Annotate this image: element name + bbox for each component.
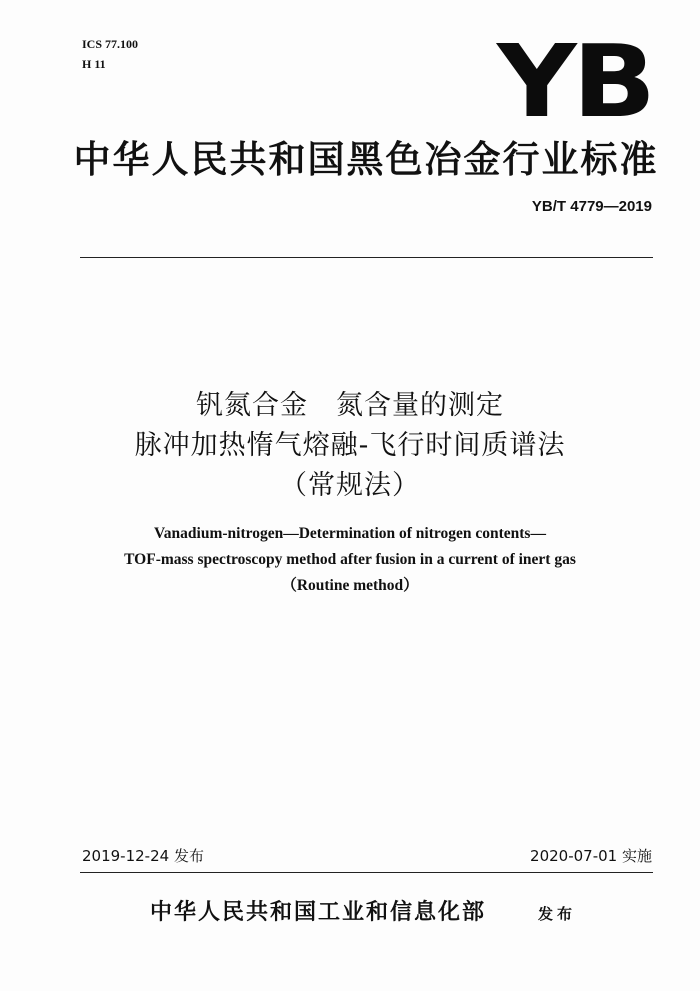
chinese-title-line-3: （常规法） bbox=[280, 470, 420, 501]
top-divider bbox=[80, 257, 653, 258]
standard-number: YB/T 4779—2019 bbox=[531, 198, 652, 215]
english-title-line-1: Vanadium-nitrogen—Determination of nitrogen contents— bbox=[154, 525, 546, 542]
issue-date: 2019-12-24 发布 bbox=[82, 847, 204, 865]
issuing-authority: 中华人民共和国工业和信息化部 bbox=[150, 899, 487, 925]
yb-logo: YB bbox=[497, 23, 652, 140]
chinese-title-line-1: 钒氮合金 氮含量的测定 bbox=[196, 390, 504, 421]
ccs-code: H 11 bbox=[82, 57, 106, 71]
bottom-divider bbox=[80, 872, 653, 873]
standard-category-title: 中华人民共和国黑色冶金行业标准 bbox=[73, 138, 659, 181]
ics-code: ICS 77.100 bbox=[82, 37, 139, 51]
issuing-authority-suffix: 发布 bbox=[538, 905, 577, 923]
english-title-line-2: TOF-mass spectroscopy method after fusion in a current of inert gas bbox=[124, 551, 576, 568]
implementation-date: 2020-07-01 实施 bbox=[530, 847, 652, 865]
english-title-line-3: （Routine method） bbox=[281, 577, 419, 594]
classification-codes bbox=[82, 34, 138, 74]
chinese-title-line-2: 脉冲加热惰气熔融-飞行时间质谱法 bbox=[134, 430, 566, 461]
